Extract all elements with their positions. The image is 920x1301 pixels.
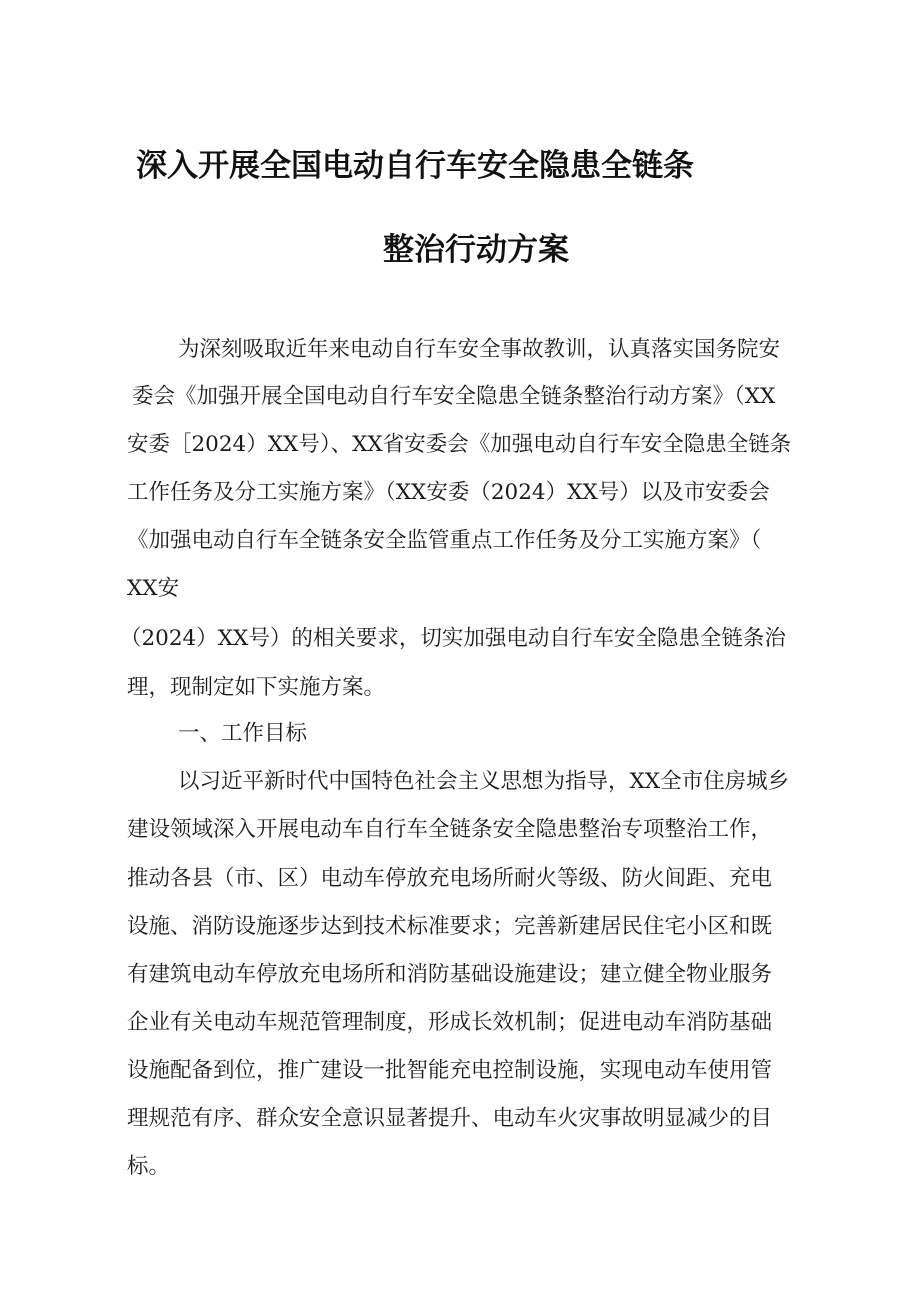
paragraph-1-line-3: 安委［2024）XX号）、XX省安委会《加强电动自行车安全隐患全链条 xyxy=(127,432,792,457)
paragraph-1-line-6: XX安 xyxy=(127,576,180,601)
paragraph-2-line-1: 以习近平新时代中国特色社会主义思想为指导，XX全市住房城乡 xyxy=(178,769,790,794)
document-title-line-1: 深入开展全国电动自行车安全隐患全链条 xyxy=(136,148,694,184)
paragraph-2-line-4: 设施、消防设施逐步达到技术标准要求；完善新建居民住宅小区和既 xyxy=(127,914,773,939)
paragraph-1-line-5: 《加强电动自行车全链条安全监管重点工作任务及分工实施方案》（ xyxy=(127,528,762,553)
paragraph-1-line-4: 工作任务及分工实施方案》（XX安委（2024）XX号）以及市安委会 xyxy=(127,480,770,505)
section-heading-work-goal: 一、工作目标 xyxy=(178,721,308,746)
paragraph-2-line-3: 推动各县（市、区）电动车停放充电场所耐火等级、防火间距、充电 xyxy=(127,866,773,891)
paragraph-2-line-2: 建设领域深入开展电动车自行车全链条安全隐患整治专项整治工作， xyxy=(127,817,773,842)
paragraph-1-line-8: 理，现制定如下实施方案。 xyxy=(127,675,386,700)
paragraph-1-line-1: 为深刻吸取近年来电动自行车安全事故教训，认真落实国务院安 xyxy=(178,337,781,362)
paragraph-2-line-6: 企业有关电动车规范管理制度，形成长效机制；促进电动车消防基础 xyxy=(127,1010,773,1035)
document-title-line-2: 整治行动方案 xyxy=(383,232,569,268)
paragraph-1-line-2: 委会《加强开展全国电动自行车安全隐患全链条整治行动方案》（XX xyxy=(132,384,776,409)
paragraph-2-line-8: 理规范有序、群众安全意识显著提升、电动车火灾事故明显减少的目 xyxy=(127,1106,773,1131)
paragraph-1-line-7: （2024）XX号）的相关要求，切实加强电动自行车安全隐患全链条治 xyxy=(120,626,786,651)
paragraph-2-line-5: 有建筑电动车停放充电场所和消防基础设施建设；建立健全物业服务 xyxy=(127,962,773,987)
paragraph-2-line-9: 标。 xyxy=(127,1154,171,1179)
paragraph-2-line-7: 设施配备到位，推广建设一批智能充电控制设施，实现电动车使用管 xyxy=(127,1058,773,1083)
